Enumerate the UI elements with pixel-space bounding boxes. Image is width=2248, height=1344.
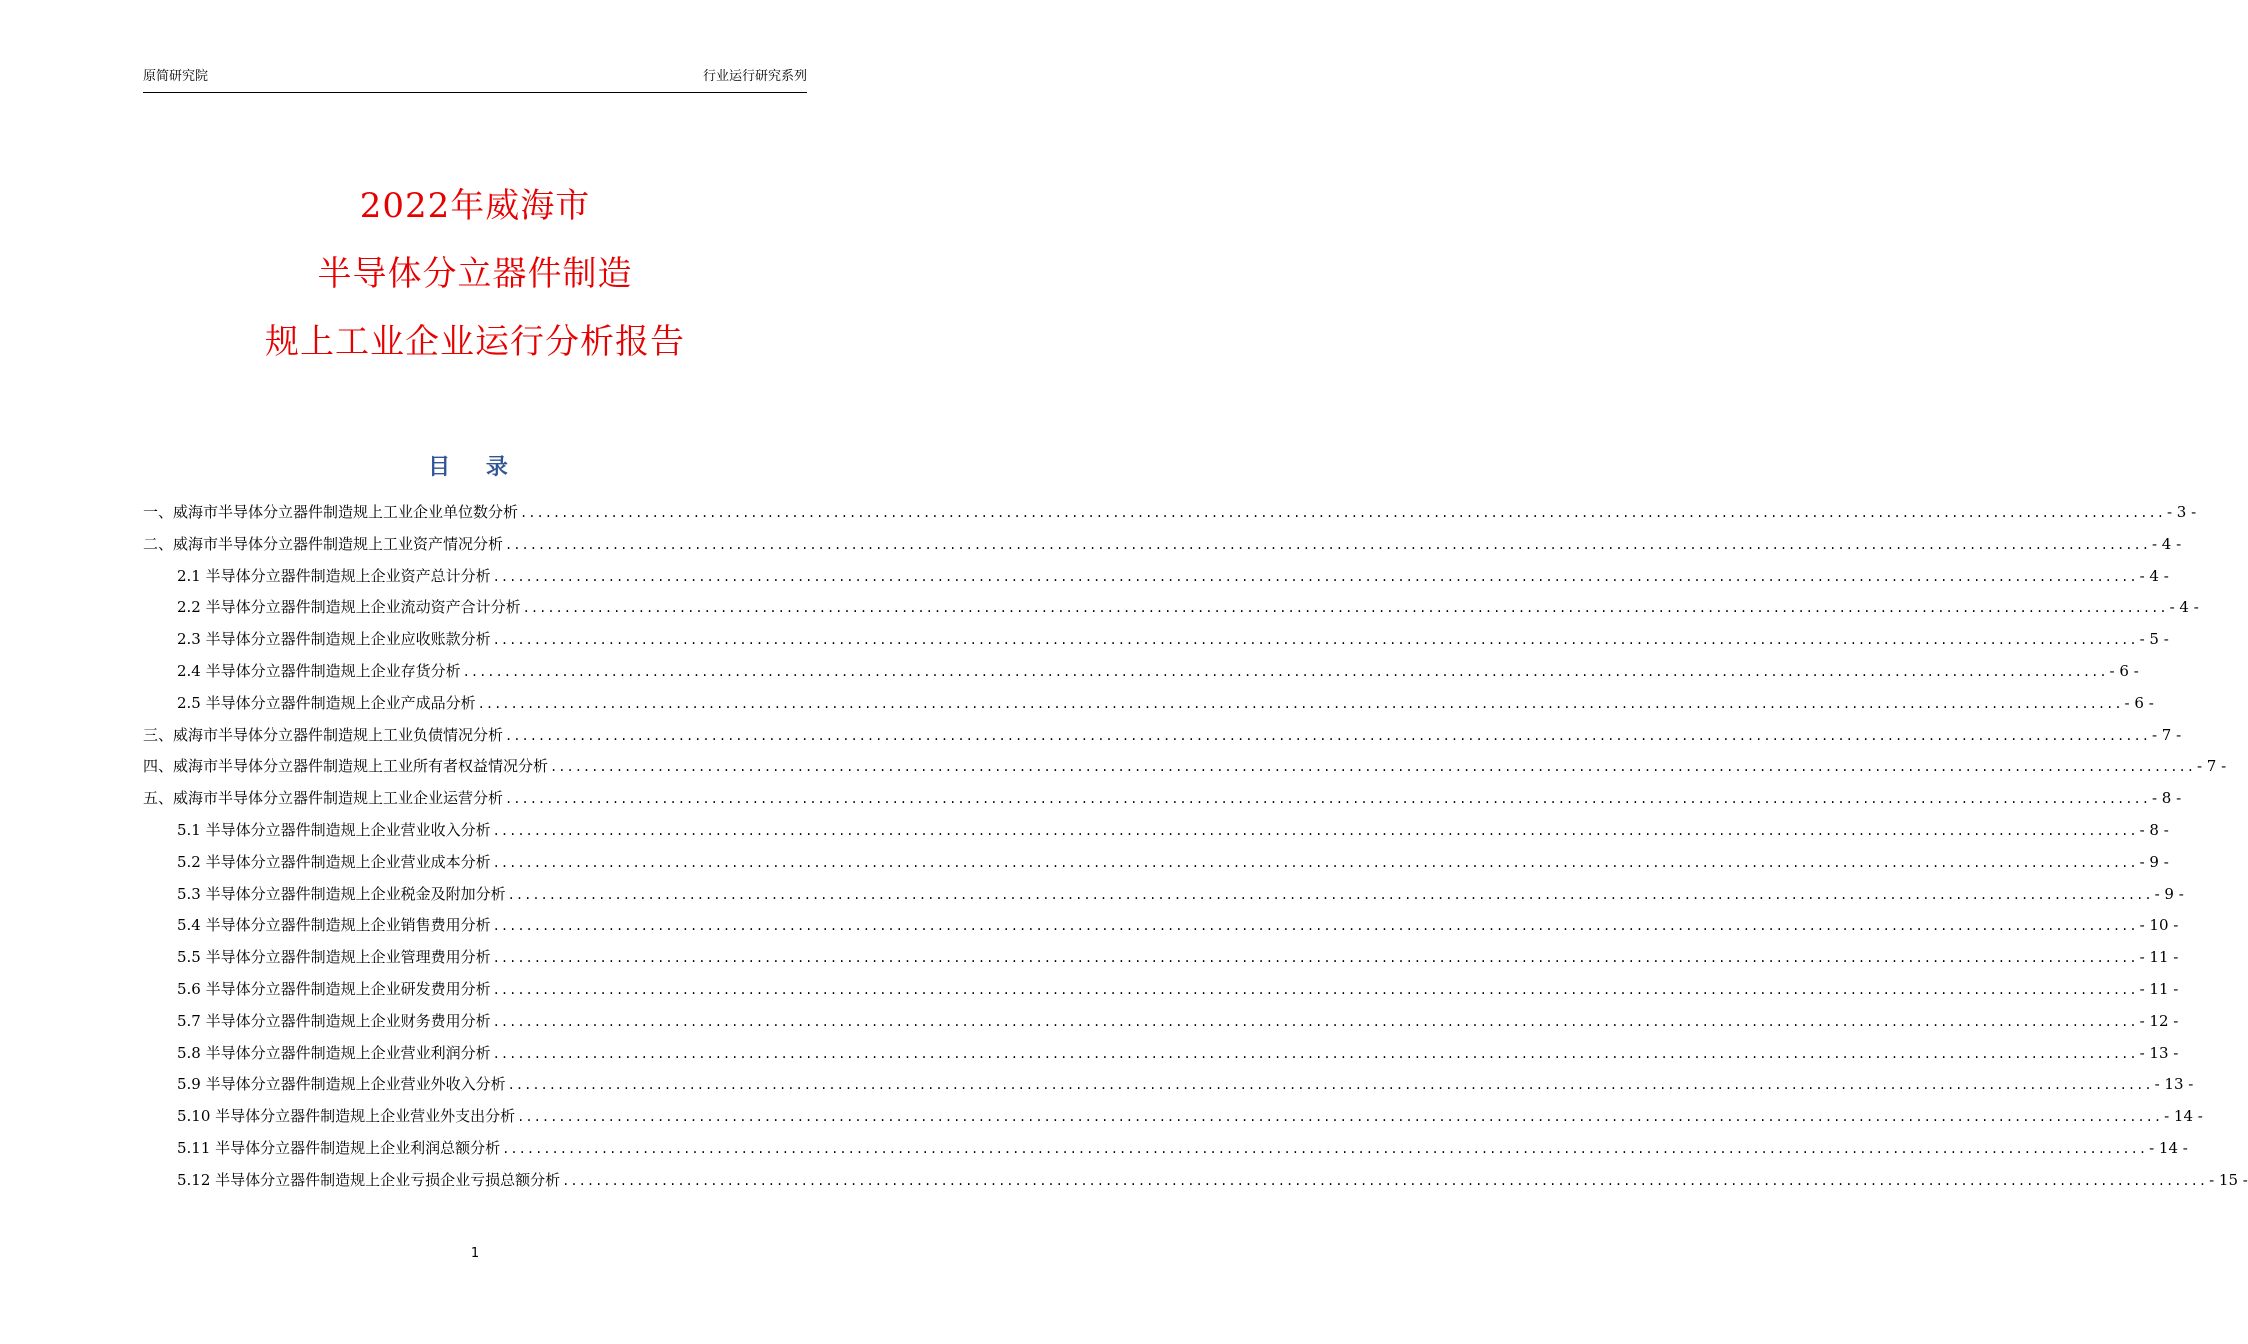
toc-leader-dots: ........................................................................................................................................................................................................: [492, 919, 2138, 934]
toc-entry-label: 5.10 半导体分立器件制造规上企业营业外支出分析: [177, 1107, 516, 1126]
toc-entry-page: - 7 -: [2151, 725, 2182, 744]
toc-entry[interactable]: [143, 783, 2182, 815]
toc-entry[interactable]: [143, 1069, 2194, 1101]
toc-leader-dots: ........................................................................................................................................................................................................: [517, 1110, 2163, 1125]
toc-entry[interactable]: [143, 751, 2227, 783]
toc-leader-dots: ........................................................................................................................................................................................................: [505, 537, 2150, 552]
table-of-contents: [143, 497, 2248, 1197]
toc-entry[interactable]: [143, 910, 2179, 942]
report-title-line-3: 规上工业企业运行分析报告: [265, 322, 685, 362]
toc-entry[interactable]: [143, 815, 2169, 847]
toc-entry-page: - 6 -: [2109, 661, 2139, 680]
toc-entry-page: - 13 -: [2139, 1043, 2179, 1062]
toc-leader-dots: ........................................................................................................................................................................................................: [505, 792, 2150, 807]
toc-entry-label: 2.4 半导体分立器件制造规上企业存货分析: [177, 661, 461, 680]
toc-entry-page: - 11 -: [2139, 979, 2179, 998]
toc-leader-dots: ........................................................................................................................................................................................................: [492, 569, 2138, 584]
toc-entry-label: 5.3 半导体分立器件制造规上企业税金及附加分析: [177, 884, 506, 903]
toc-entry-label: 五、威海市半导体分立器件制造规上工业企业运营分析: [143, 789, 504, 808]
toc-entry-page: - 9 -: [2154, 884, 2184, 903]
toc-entry-label: 5.9 半导体分立器件制造规上企业营业外收入分析: [177, 1075, 506, 1094]
toc-leader-dots: ........................................................................................................................................................................................................: [492, 1046, 2138, 1061]
page-header: [143, 66, 807, 93]
report-title: [0, 172, 950, 376]
toc-entry-label: 5.8 半导体分立器件制造规上企业营业利润分析: [177, 1043, 491, 1062]
toc-entry-page: - 8 -: [2139, 820, 2169, 839]
toc-leader-dots: ........................................................................................................................................................................................................: [492, 823, 2138, 838]
toc-entry-page: - 4 -: [2139, 566, 2169, 585]
header-publisher: 原简研究院: [143, 69, 209, 84]
toc-entry-label: 三、威海市半导体分立器件制造规上工业负债情况分析: [143, 725, 504, 744]
toc-entry[interactable]: [143, 1038, 2179, 1070]
toc-leader-dots: ........................................................................................................................................................................................................: [477, 696, 2123, 711]
report-title-line-2: 半导体分立器件制造: [317, 254, 633, 294]
toc-entry-label: 一、威海市半导体分立器件制造规上工业企业单位数分析: [143, 503, 519, 521]
toc-leader-dots: ........................................................................................................................................................................................................: [462, 664, 2108, 679]
toc-entry[interactable]: [143, 942, 2179, 974]
toc-entry-page: - 4 -: [2169, 598, 2199, 617]
toc-entry-page: - 9 -: [2139, 852, 2169, 871]
toc-entry-page: - 11 -: [2139, 948, 2179, 967]
toc-entry-label: 5.1 半导体分立器件制造规上企业营业收入分析: [177, 820, 491, 839]
toc-entry-page: - 14 -: [2149, 1138, 2188, 1157]
toc-leader-dots: ........................................................................................................................................................................................................: [505, 728, 2150, 743]
toc-entry-label: 2.3 半导体分立器件制造规上企业应收账款分析: [177, 630, 491, 649]
toc-entry[interactable]: [143, 497, 2197, 529]
toc-entry-label: 5.7 半导体分立器件制造规上企业财务费用分析: [177, 1011, 491, 1030]
toc-entry[interactable]: [143, 561, 2169, 593]
toc-entry[interactable]: [143, 1101, 2203, 1133]
toc-leader-dots: ........................................................................................................................................................................................................: [522, 601, 2168, 616]
toc-entry[interactable]: [143, 1133, 2188, 1165]
toc-entry-page: - 10 -: [2139, 916, 2179, 935]
toc-entry-label: 2.2 半导体分立器件制造规上企业流动资产合计分析: [177, 598, 521, 617]
toc-entry[interactable]: [143, 592, 2199, 624]
toc-entry-label: 5.2 半导体分立器件制造规上企业营业成本分析: [177, 852, 491, 871]
toc-entry-page: - 4 -: [2151, 534, 2182, 553]
toc-leader-dots: ........................................................................................................................................................................................................: [492, 951, 2138, 966]
toc-entry-label: 5.4 半导体分立器件制造规上企业销售费用分析: [177, 916, 491, 935]
toc-entry-page: - 12 -: [2139, 1011, 2179, 1030]
toc-entry-page: - 13 -: [2154, 1075, 2194, 1094]
toc-entry-page: - 6 -: [2124, 693, 2154, 712]
toc-entry-label: 5.5 半导体分立器件制造规上企业管理费用分析: [177, 948, 491, 967]
toc-entry-label: 四、威海市半导体分立器件制造规上工业所有者权益情况分析: [143, 757, 549, 776]
toc-entry-label: 5.6 半导体分立器件制造规上企业研发费用分析: [177, 979, 491, 998]
toc-entry-label: 5.12 半导体分立器件制造规上企业亏损企业亏损总额分析: [177, 1170, 561, 1189]
toc-entry[interactable]: [143, 879, 2184, 911]
toc-entry[interactable]: [143, 1165, 2248, 1197]
toc-entry-label: 5.11 半导体分立器件制造规上企业利润总额分析: [177, 1138, 501, 1157]
toc-leader-dots: ........................................................................................................................................................................................................: [562, 1173, 2208, 1188]
toc-leader-dots: ........................................................................................................................................................................................................: [492, 982, 2138, 997]
toc-entry-label: 二、威海市半导体分立器件制造规上工业资产情况分析: [143, 534, 504, 553]
toc-leader-dots: ........................................................................................................................................................................................................: [520, 506, 2165, 520]
toc-entry-page: - 3 -: [2166, 503, 2197, 521]
toc-leader-dots: ........................................................................................................................................................................................................: [502, 1141, 2148, 1156]
toc-entry-label: 2.1 半导体分立器件制造规上企业资产总计分析: [177, 566, 491, 585]
toc-entry[interactable]: [143, 624, 2169, 656]
header-series: 行业运行研究系列: [702, 69, 807, 84]
toc-leader-dots: ........................................................................................................................................................................................................: [550, 760, 2195, 775]
toc-entry-page: - 7 -: [2196, 757, 2227, 776]
toc-leader-dots: ........................................................................................................................................................................................................: [507, 887, 2153, 902]
toc-entry-page: - 15 -: [2209, 1170, 2248, 1189]
toc-entry[interactable]: [143, 529, 2182, 561]
page-number: 1: [470, 1246, 480, 1261]
toc-leader-dots: ........................................................................................................................................................................................................: [492, 855, 2138, 870]
toc-leader-dots: ........................................................................................................................................................................................................: [492, 633, 2138, 648]
toc-leader-dots: ........................................................................................................................................................................................................: [507, 1078, 2153, 1093]
toc-entry[interactable]: [143, 847, 2169, 879]
toc-entry[interactable]: [143, 720, 2182, 752]
toc-entry-page: - 14 -: [2164, 1107, 2203, 1126]
toc-entry[interactable]: [143, 1006, 2179, 1038]
toc-entry[interactable]: [143, 974, 2179, 1006]
toc-heading: 目 录: [428, 455, 522, 480]
toc-entry[interactable]: [143, 688, 2154, 720]
toc-entry-page: - 8 -: [2151, 789, 2182, 808]
toc-entry-page: - 5 -: [2139, 630, 2169, 649]
report-title-line-1: 2022年威海市: [359, 186, 591, 226]
toc-entry[interactable]: [143, 656, 2139, 688]
toc-leader-dots: ........................................................................................................................................................................................................: [492, 1014, 2138, 1029]
toc-entry-label: 2.5 半导体分立器件制造规上企业产成品分析: [177, 693, 476, 712]
